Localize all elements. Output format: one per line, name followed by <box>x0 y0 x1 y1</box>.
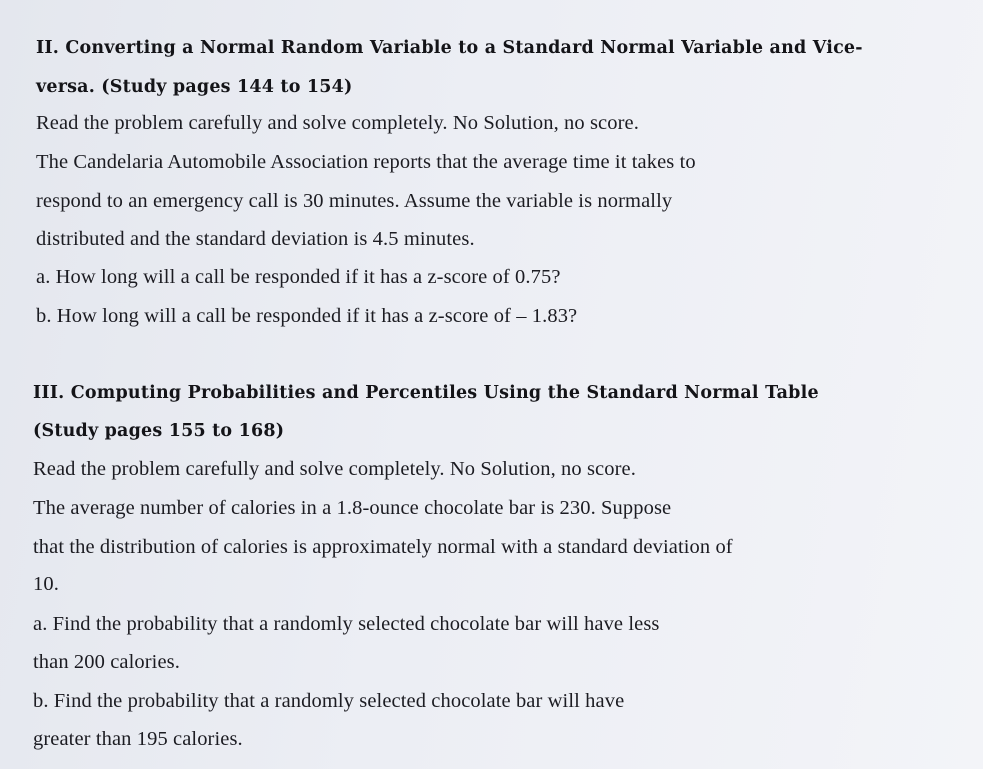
section-3-heading-line-1: III. Computing Probabilities and Percentiles Using the Standard Normal Table <box>33 383 819 403</box>
section-2-instruction: Read the problem carefully and solve completely. No Solution, no score. <box>36 112 639 134</box>
section-3-question-a-line-2: than 200 calories. <box>33 651 180 673</box>
section-2-heading-line-1: II. Converting a Normal Random Variable to a Standard Normal Variable and Vice- <box>36 38 863 58</box>
section-2-question-a: a. How long will a call be responded if it has a z-score of 0.75? <box>36 266 561 288</box>
section-2-question-b: b. How long will a call be responded if it has a z-score of – 1.83? <box>36 305 578 327</box>
section-3-problem-line-2: that the distribution of calories is approximately normal with a standard deviation of <box>33 536 733 558</box>
section-3-question-b-line-2: greater than 195 calories. <box>33 728 243 750</box>
section-3-problem-line-3: 10. <box>33 573 59 595</box>
section-3-problem-line-1: The average number of calories in a 1.8-ounce chocolate bar is 230. Suppose <box>33 497 672 519</box>
section-3-heading-line-2: (Study pages 155 to 168) <box>33 421 285 441</box>
section-2-heading-line-2: versa. (Study pages 144 to 154) <box>36 77 353 97</box>
section-3-question-a-line-1: a. Find the probability that a randomly selected chocolate bar will have less <box>33 613 660 635</box>
section-3-instruction: Read the problem carefully and solve completely. No Solution, no score. <box>33 458 636 480</box>
section-2-problem-line-2: respond to an emergency call is 30 minutes. Assume the variable is normally <box>36 190 673 212</box>
section-2-problem-line-3: distributed and the standard deviation is 4.5 minutes. <box>36 228 475 250</box>
section-2-problem-line-1: The Candelaria Automobile Association reports that the average time it takes to <box>36 151 696 173</box>
section-3-question-b-line-1: b. Find the probability that a randomly selected chocolate bar will have <box>33 690 625 712</box>
